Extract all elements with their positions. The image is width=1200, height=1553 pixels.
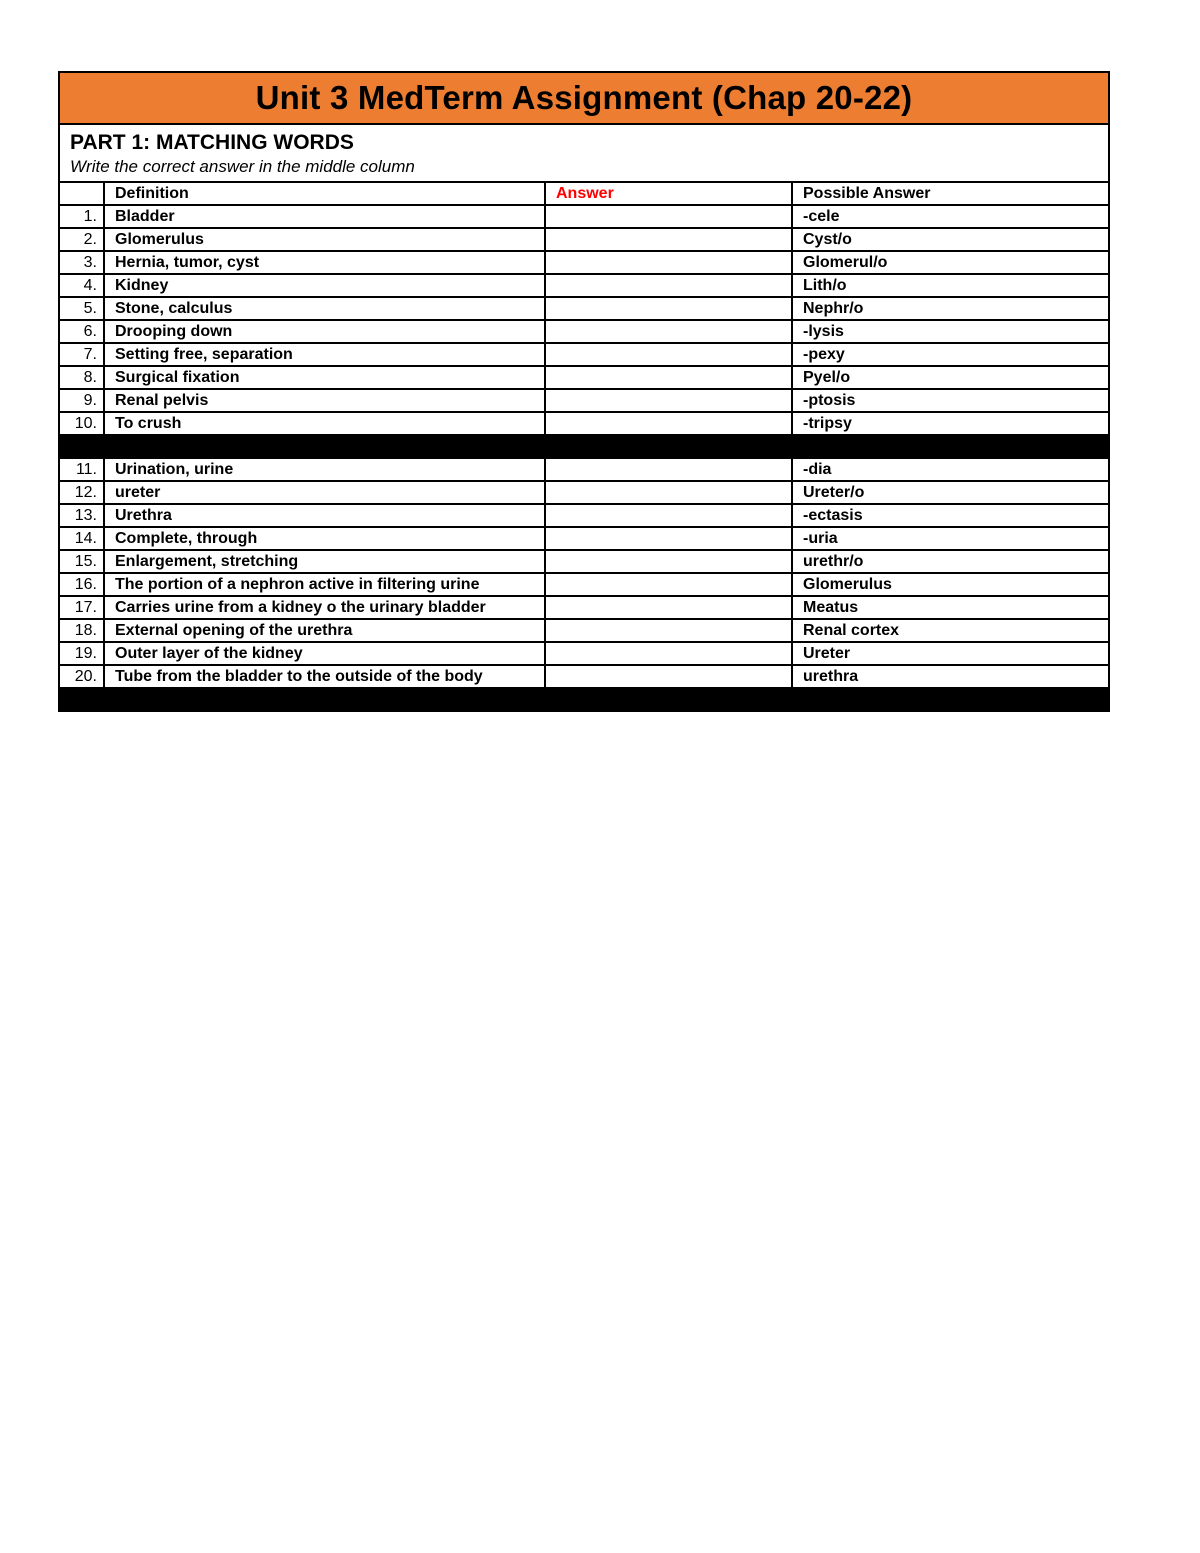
row-number: 7.: [60, 343, 104, 366]
separator-row: [60, 688, 1108, 710]
definition-cell: To crush: [104, 412, 545, 435]
row-number: 19.: [60, 642, 104, 665]
answer-cell[interactable]: [545, 481, 792, 504]
worksheet: [58, 71, 1110, 712]
row-number: 10.: [60, 412, 104, 435]
definition-cell: Hernia, tumor, cyst: [104, 251, 545, 274]
possible-answer-cell: -pexy: [792, 343, 1108, 366]
definition-cell: Kidney: [104, 274, 545, 297]
table-row: [60, 297, 1108, 320]
row-number: 18.: [60, 619, 104, 642]
row-number: 15.: [60, 550, 104, 573]
answer-cell[interactable]: [545, 504, 792, 527]
separator-cell: [60, 435, 104, 458]
row-number: 8.: [60, 366, 104, 389]
table-row: [60, 251, 1108, 274]
table-row: [60, 665, 1108, 688]
answer-cell[interactable]: [545, 320, 792, 343]
definition-cell: Bladder: [104, 205, 545, 228]
answer-cell[interactable]: [545, 228, 792, 251]
answer-cell[interactable]: [545, 619, 792, 642]
part-header: [60, 125, 1108, 183]
document-title-bar: [60, 73, 1108, 125]
matching-table-body: [60, 183, 1108, 710]
row-number: 3.: [60, 251, 104, 274]
separator-cell: [104, 688, 545, 710]
row-number: 13.: [60, 504, 104, 527]
row-number: 2.: [60, 228, 104, 251]
document-title: Unit 3 MedTerm Assignment (Chap 20-22): [255, 79, 913, 116]
possible-answer-cell: urethr/o: [792, 550, 1108, 573]
possible-answer-cell: -lysis: [792, 320, 1108, 343]
instruction-text: Write the correct answer in the middle column: [70, 157, 415, 176]
possible-answer-cell: Cyst/o: [792, 228, 1108, 251]
separator-cell: [104, 435, 545, 458]
definition-cell: The portion of a nephron active in filtering urine: [104, 573, 545, 596]
table-row: [60, 550, 1108, 573]
definition-cell: Outer layer of the kidney: [104, 642, 545, 665]
possible-answer-cell: Ureter/o: [792, 481, 1108, 504]
answer-cell[interactable]: [545, 550, 792, 573]
definition-cell: ureter: [104, 481, 545, 504]
possible-answer-cell: Lith/o: [792, 274, 1108, 297]
possible-answer-cell: Pyel/o: [792, 366, 1108, 389]
definition-cell: Carries urine from a kidney o the urinary bladder: [104, 596, 545, 619]
answer-cell[interactable]: [545, 251, 792, 274]
answer-cell[interactable]: [545, 297, 792, 320]
table-row: [60, 573, 1108, 596]
matching-table: [60, 183, 1108, 710]
table-row: [60, 619, 1108, 642]
row-number: 5.: [60, 297, 104, 320]
answer-cell[interactable]: [545, 573, 792, 596]
table-row: [60, 412, 1108, 435]
answer-cell[interactable]: [545, 366, 792, 389]
possible-answer-cell: Glomerulus: [792, 573, 1108, 596]
definition-cell: Stone, calculus: [104, 297, 545, 320]
possible-answer-cell: urethra: [792, 665, 1108, 688]
table-row: [60, 274, 1108, 297]
answer-cell[interactable]: [545, 412, 792, 435]
header-number: [60, 183, 104, 205]
row-number: 9.: [60, 389, 104, 412]
possible-answer-cell: -dia: [792, 458, 1108, 481]
definition-cell: Renal pelvis: [104, 389, 545, 412]
table-row: [60, 458, 1108, 481]
header-row: [60, 183, 1108, 205]
answer-cell[interactable]: [545, 458, 792, 481]
table-row: [60, 389, 1108, 412]
answer-cell[interactable]: [545, 343, 792, 366]
possible-answer-cell: -tripsy: [792, 412, 1108, 435]
possible-answer-cell: Meatus: [792, 596, 1108, 619]
part-heading: PART 1: MATCHING WORDS: [70, 131, 354, 154]
answer-cell[interactable]: [545, 527, 792, 550]
definition-cell: Urination, urine: [104, 458, 545, 481]
possible-answer-cell: -cele: [792, 205, 1108, 228]
definition-cell: Setting free, separation: [104, 343, 545, 366]
table-row: [60, 527, 1108, 550]
row-number: 20.: [60, 665, 104, 688]
answer-cell[interactable]: [545, 274, 792, 297]
table-row: [60, 481, 1108, 504]
header-definition: Definition: [104, 183, 545, 205]
table-row: [60, 228, 1108, 251]
definition-cell: Surgical fixation: [104, 366, 545, 389]
table-row: [60, 343, 1108, 366]
definition-cell: Complete, through: [104, 527, 545, 550]
possible-answer-cell: Nephr/o: [792, 297, 1108, 320]
possible-answer-cell: Glomerul/o: [792, 251, 1108, 274]
row-number: 12.: [60, 481, 104, 504]
separator-row: [60, 435, 1108, 458]
definition-cell: Tube from the bladder to the outside of the body: [104, 665, 545, 688]
definition-cell: Enlargement, stretching: [104, 550, 545, 573]
row-number: 11.: [60, 458, 104, 481]
definition-cell: Glomerulus: [104, 228, 545, 251]
separator-cell: [792, 435, 1108, 458]
header-answer: Answer: [545, 183, 792, 205]
answer-cell[interactable]: [545, 642, 792, 665]
answer-cell[interactable]: [545, 205, 792, 228]
table-row: [60, 504, 1108, 527]
separator-cell: [60, 688, 104, 710]
table-row: [60, 642, 1108, 665]
separator-cell: [545, 435, 792, 458]
possible-answer-cell: -uria: [792, 527, 1108, 550]
answer-cell[interactable]: [545, 596, 792, 619]
definition-cell: Drooping down: [104, 320, 545, 343]
table-row: [60, 320, 1108, 343]
separator-cell: [545, 688, 792, 710]
table-row: [60, 366, 1108, 389]
table-row: [60, 205, 1108, 228]
row-number: 14.: [60, 527, 104, 550]
row-number: 6.: [60, 320, 104, 343]
definition-cell: Urethra: [104, 504, 545, 527]
row-number: 16.: [60, 573, 104, 596]
row-number: 17.: [60, 596, 104, 619]
possible-answer-cell: Renal cortex: [792, 619, 1108, 642]
answer-cell[interactable]: [545, 389, 792, 412]
header-possible-answer: Possible Answer: [792, 183, 1108, 205]
possible-answer-cell: -ptosis: [792, 389, 1108, 412]
separator-cell: [792, 688, 1108, 710]
row-number: 4.: [60, 274, 104, 297]
definition-cell: External opening of the urethra: [104, 619, 545, 642]
table-row: [60, 596, 1108, 619]
possible-answer-cell: Ureter: [792, 642, 1108, 665]
answer-cell[interactable]: [545, 665, 792, 688]
row-number: 1.: [60, 205, 104, 228]
possible-answer-cell: -ectasis: [792, 504, 1108, 527]
